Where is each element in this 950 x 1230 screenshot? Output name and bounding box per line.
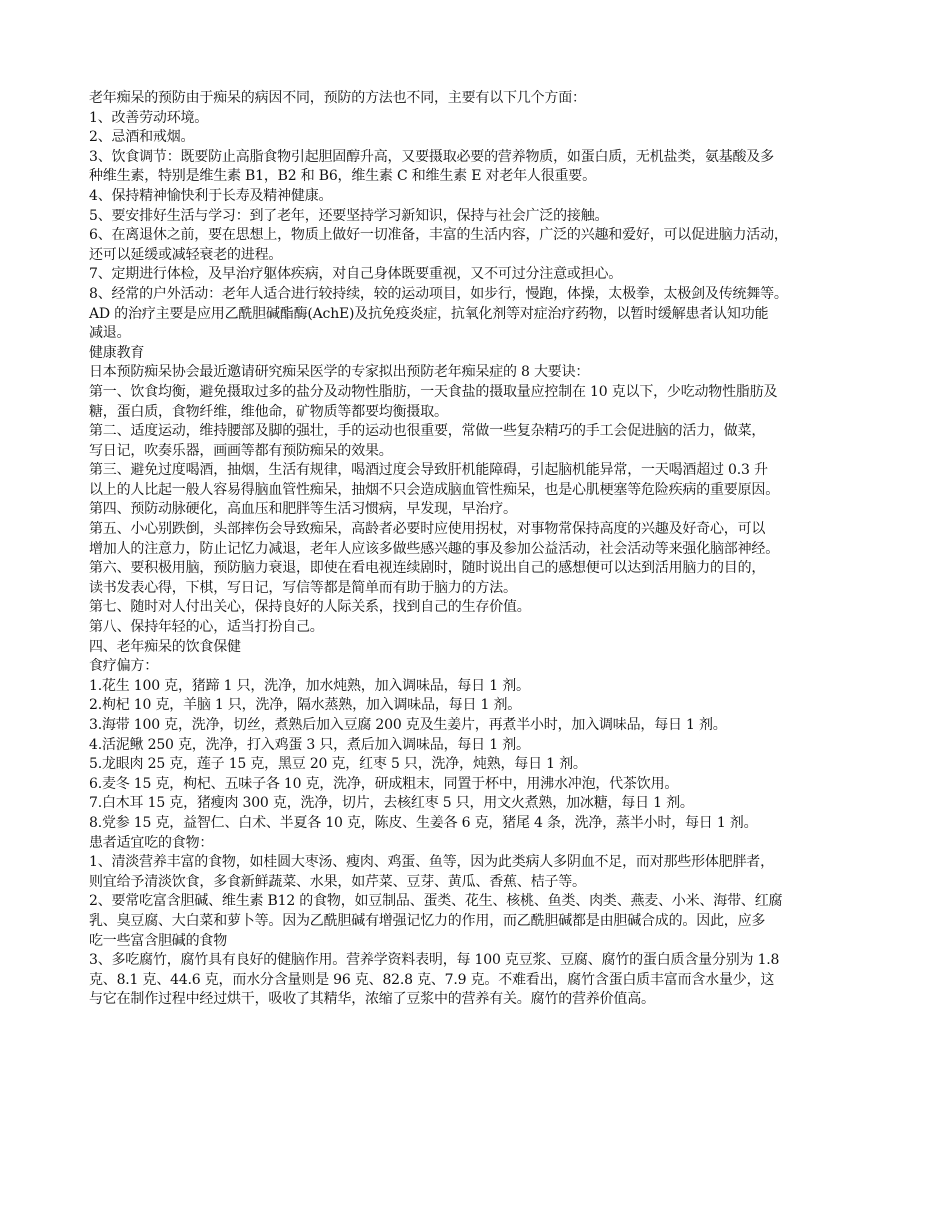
text-line: 4、保持精神愉快利于长寿及精神健康。 — [89, 187, 333, 204]
text-line: 日本预防痴呆协会最近邀请研究痴呆医学的专家拟出预防老年痴呆症的 8 大要诀： — [89, 364, 590, 381]
text-line: 与它在制作过程中经过烘干，吸收了其精华，浓缩了豆浆中的营养有关。腐竹的营养价值高。 — [89, 991, 655, 1008]
text-line: 3、饮食调节：既要防止高脂食物引起胆固醇升高，又要摄取必要的营养物质，如蛋白质，无机盐类，氨基酸及多 — [89, 148, 774, 165]
text-line: AD 的治疗主要是应用乙酰胆碱酯酶(AchE)及抗免疫炎症，抗氧化剂等对症治疗药物，以暂时缓解患者认知功能 — [89, 305, 769, 322]
text-line: 2.枸杞 10 克，羊脑 1 只，洗净，隔水蒸熟，加入调味品，每日 1 剂。 — [89, 697, 522, 714]
text-line: 减退。 — [89, 325, 131, 342]
text-line: 第七、随时对人付出关心，保持良好的人际关系，找到自己的生存价值。 — [89, 599, 531, 616]
text-line: 第二、适度运动，维持腰部及脚的强壮，手的运动也很重要，常做一些复杂精巧的手工会促进脑的活力，做菜， — [89, 423, 766, 440]
text-line: 则宜给予清淡饮食，多食新鲜蔬菜、水果，如芹菜、豆芽、黄瓜、香蕉、桔子等。 — [89, 873, 586, 890]
text-line: 第三、避免过度喝酒，抽烟，生活有规律，喝酒过度会导致肝机能障碍，引起脑机能异常，一天喝酒超过 0.3 升 — [89, 462, 768, 479]
text-line: 第四、预防动脉硬化，高血压和肥胖等生活习惯病，早发现，早治疗。 — [89, 501, 517, 518]
text-line: 增加人的注意力，防止记忆力减退，老年人应该多做些感兴趣的事及参加公益活动，社会活动等来强化脑部神经。 — [89, 540, 779, 557]
text-line: 写日记，吹奏乐器，画画等都有预防痴呆的效果。 — [89, 442, 393, 459]
text-line: 健康教育 — [89, 344, 145, 361]
text-line: 种维生素，特别是维生素 B1，B2 和 B6，维生素 C 和维生素 E 对老年人很重要。 — [89, 168, 596, 185]
text-line: 第一、饮食均衡，避免摄取过多的盐分及动物性脂肪，一天食盐的摄取量应控制在 10 克以下，少吃动物性脂肪及 — [89, 383, 778, 400]
text-line: 克、8.1 克、44.6 克，而水分含量则是 96 克、82.8 克、7.9 克。不难看出，腐竹含蛋白质丰富而含水量少，这 — [89, 971, 775, 988]
text-line: 乳、臭豆腐、大白菜和萝卜等。因为乙酰胆碱有增强记忆力的作用，而乙酰胆碱都是由胆碱合成的。因此，应多 — [89, 912, 766, 929]
text-line: 患者适宜吃的食物： — [89, 834, 214, 851]
text-line: 老年痴呆的预防由于痴呆的病因不同，预防的方法也不同，主要有以下几个方面： — [89, 90, 586, 106]
text-line: 还可以延缓或减轻衰老的进程。 — [89, 246, 283, 263]
text-line: 3.海带 100 克，洗净，切丝，煮熟后加入豆腐 200 克及生姜片，再煮半小时，加入调味品，每日 1 剂。 — [89, 717, 727, 733]
text-line: 1.花生 100 克，猪蹄 1 只，洗净，加水炖熟，加入调味品，每日 1 剂。 — [89, 677, 530, 694]
text-line: 第六、要积极用脑，预防脑力衰退，即使在看电视连续剧时，随时说出自己的感想便可以达到活用脑力的目的， — [89, 560, 766, 577]
text-line: 食疗偏方： — [89, 658, 158, 675]
text-line: 4.活泥鳅 250 克，洗净，打入鸡蛋 3 只，煮后加入调味品，每日 1 剂。 — [89, 736, 530, 753]
text-line: 5.龙眼肉 25 克，莲子 15 克，黑豆 20 克，红枣 5 只，洗净，炖熟，每日 1 剂。 — [89, 756, 587, 773]
text-line: 7、定期进行体检，及早治疗躯体疾病，对自己身体既要重视，又不可过分注意或担心。 — [89, 266, 623, 283]
text-line: 7.白木耳 15 克，猪瘦肉 300 克，洗净，切片，去核红枣 5 只，用文火煮熟，加冰糖，每日 1 剂。 — [89, 795, 694, 812]
text-line: 6、在离退休之前，要在思想上，物质上做好一切准备，丰富的生活内容，广泛的兴趣和爱好，可以促进脑力活动， — [89, 227, 788, 244]
text-line: 8、经常的户外活动：老年人适合进行较持续，较的运动项目，如步行，慢跑，体操，太极拳，太极剑及传统舞等。 — [89, 285, 788, 302]
text-line: 6.麦冬 15 克，枸杞、五味子各 10 克，洗净，研成粗末，同置于杯中，用沸水冲泡，代茶饮用。 — [89, 775, 679, 792]
text-line: 以上的人比起一般人容易得脑血管性痴呆，抽烟不只会造成脑血管性痴呆，也是心肌梗塞等危险疾病的重要原因。 — [89, 481, 779, 498]
document-body — [89, 89, 869, 1010]
text-line: 2、要常吃富含胆碱、维生素 B12 的食物，如豆制品、蛋类、花生、核桃、鱼类、肉类、燕麦、小米、海带、红腐 — [89, 893, 783, 910]
text-line: 3、多吃腐竹，腐竹具有良好的健脑作用。营养学资料表明，每 100 克豆浆、豆腐、腐竹的蛋白质含量分别为 1.8 — [89, 952, 780, 969]
text-line: 第五、小心别跌倒，头部摔伤会导致痴呆，高龄者必要时应使用拐杖，对事物常保持高度的兴趣及好奇心，可以 — [89, 521, 766, 538]
text-line: 吃一些富含胆碱的食物 — [89, 932, 227, 949]
text-line: 四、老年痴呆的饮食保健 — [89, 638, 241, 655]
text-line: 5、要安排好生活与学习：到了老年，还要坚持学习新知识，保持与社会广泛的接触。 — [89, 207, 609, 224]
text-line: 读书发表心得，下棋，写日记，写信等都是简单而有助于脑力的方法。 — [89, 579, 517, 596]
text-line: 1、清淡营养丰富的食物，如桂圆大枣汤、瘦肉、鸡蛋、鱼等，因为此类病人多阴血不足，而对那些形体肥胖者， — [89, 854, 774, 871]
text-line: 1、改善劳动环境。 — [89, 109, 209, 126]
text-line: 糖，蛋白质，食物纤维，维他命，矿物质等都要均衡摄取。 — [89, 403, 448, 420]
text-line: 8.党参 15 克，益智仁、白术、半夏各 10 克，陈皮、生姜各 6 克，猪尾 4 条，洗净，蒸半小时，每日 1 剂。 — [89, 814, 758, 831]
text-line: 第八、保持年轻的心，适当打扮自己。 — [89, 619, 324, 636]
text-line: 2、忌酒和戒烟。 — [89, 129, 195, 146]
